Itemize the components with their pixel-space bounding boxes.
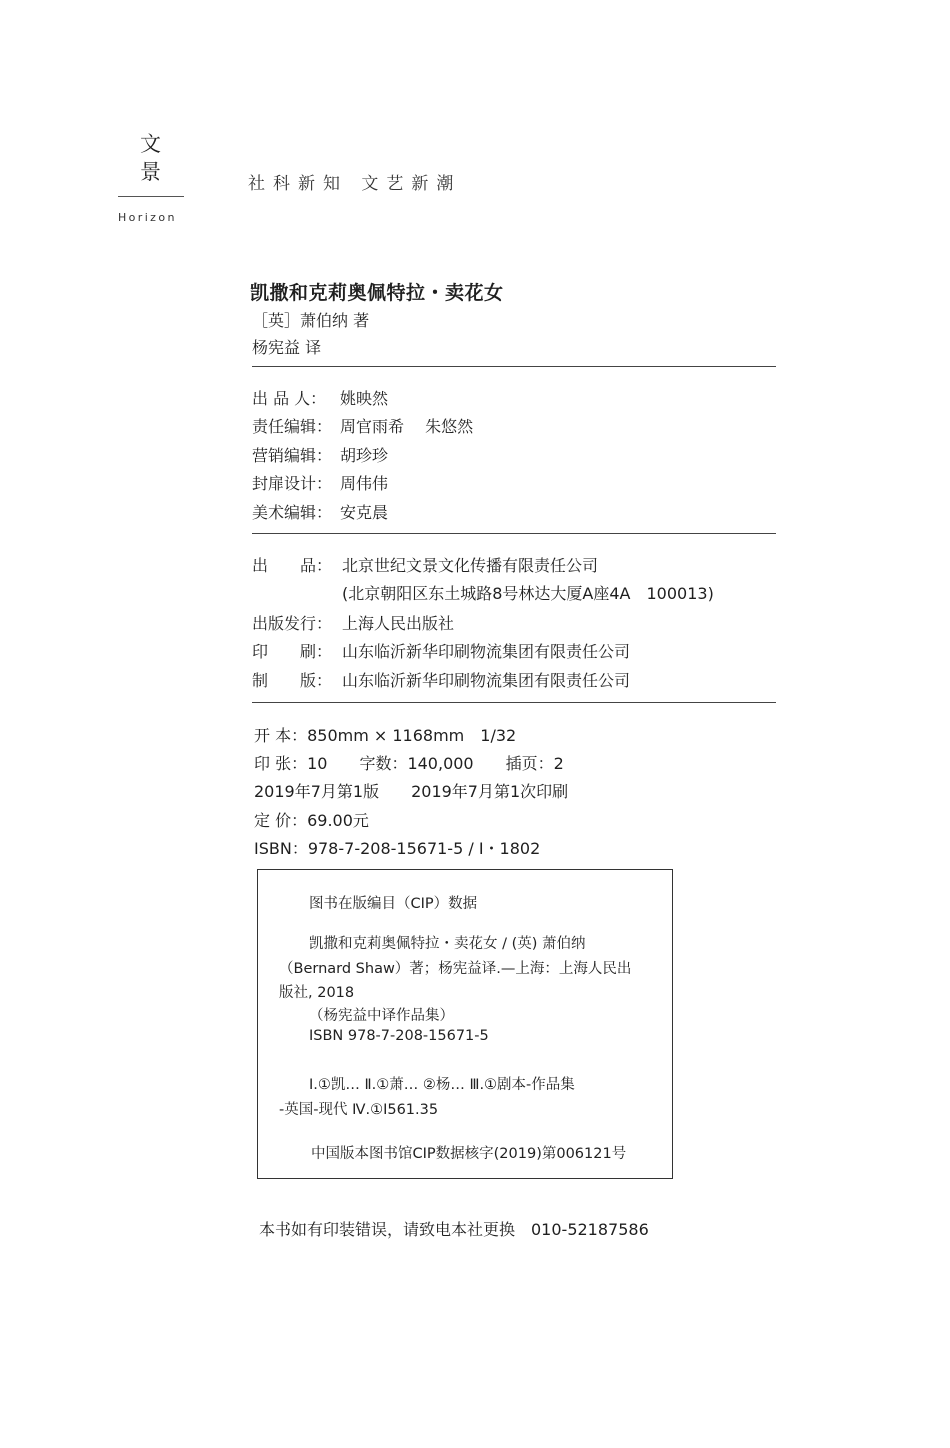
- cip-data-box: [257, 869, 673, 1179]
- credit-value: 胡珍珍: [340, 446, 389, 465]
- producer-value: 北京世纪文景文化传播有限责任公司: [342, 556, 599, 575]
- credit-label: 出 品 人：: [252, 389, 327, 408]
- cip-classification-line-2: -英国-现代 Ⅳ.①I561.35: [279, 1102, 439, 1118]
- cip-heading: 图书在版编目（CIP）数据: [309, 896, 478, 912]
- cip-entry-line-3: 版社, 2018: [279, 985, 355, 1001]
- plate-label: 制 版：: [252, 671, 333, 690]
- spec-price: 定 价：69.00元: [254, 811, 369, 830]
- printer-row: [252, 639, 630, 662]
- credit-label: 封扉设计：: [252, 474, 333, 493]
- logo-english: Horizon: [118, 211, 177, 224]
- credit-label: 美术编辑：: [252, 503, 333, 522]
- cip-isbn: ISBN 978-7-208-15671-5: [309, 1028, 489, 1044]
- credit-label: 营销编辑：: [252, 446, 333, 465]
- printer-label: 印 刷：: [252, 642, 333, 661]
- logo-divider: [118, 196, 184, 197]
- credit-value: 安克晨: [340, 503, 389, 522]
- credit-editor: [252, 414, 473, 437]
- divider-3: [252, 702, 776, 703]
- imprint-tagline: 社科新知 文艺新潮: [248, 174, 462, 194]
- spec-edition: 2019年7月第1版 2019年7月第1次印刷: [254, 782, 569, 801]
- distributor-label: 出版发行：: [252, 614, 333, 633]
- producer-address: (北京朝阳区东土城路8号林达大厦A座4A 100013): [342, 584, 714, 603]
- cip-record-number: 中国版本图书馆CIP数据核字(2019)第006121号: [311, 1146, 627, 1162]
- misprint-notice: 本书如有印装错误，请致电本社更换 010-52187586: [259, 1220, 649, 1239]
- distributor-value: 上海人民出版社: [342, 614, 455, 633]
- book-title: 凯撒和克莉奥佩特拉・卖花女: [250, 282, 504, 304]
- credit-producer-person: [252, 386, 388, 409]
- cip-series: （杨宪益中译作品集）: [309, 1008, 454, 1024]
- cip-entry-line-1: 凯撒和克莉奥佩特拉・卖花女 / (英) 萧伯纳: [309, 936, 586, 952]
- spec-format: 开 本：850mm × 1168mm 1/32: [254, 726, 517, 745]
- spec-sheets: 印 张：10 字数：140,000 插页：2: [254, 754, 564, 773]
- cip-entry-line-2: （Bernard Shaw）著；杨宪益译.—上海：上海人民出: [279, 961, 632, 977]
- plate-value: 山东临沂新华印刷物流集团有限责任公司: [342, 671, 631, 690]
- author-line: ［英］萧伯纳 著: [252, 311, 370, 330]
- credit-marketing: [252, 443, 388, 466]
- credit-value: 周官雨希 朱悠然: [340, 417, 474, 436]
- divider-1: [252, 366, 776, 367]
- translator-line: 杨宪益 译: [252, 338, 322, 357]
- credit-art-editor: [252, 500, 388, 523]
- credit-value: 姚映然: [340, 389, 389, 408]
- plate-row: [252, 668, 630, 691]
- producer-row: [252, 553, 598, 576]
- producer-label: 出 品：: [252, 556, 333, 575]
- spec-isbn: ISBN：978-7-208-15671-5 / I・1802: [254, 839, 541, 858]
- distributor-row: [252, 611, 454, 634]
- printer-value: 山东临沂新华印刷物流集团有限责任公司: [342, 642, 631, 661]
- credit-cover-design: [252, 471, 388, 494]
- cip-classification-line-1: Ⅰ.①凯… Ⅱ.①萧… ②杨… Ⅲ.①剧本-作品集: [309, 1077, 575, 1093]
- credit-label: 责任编辑：: [252, 417, 333, 436]
- credit-value: 周伟伟: [340, 474, 389, 493]
- divider-2: [252, 533, 776, 534]
- logo-char-jing: 景: [140, 160, 161, 184]
- logo-char-wen: 文: [140, 132, 161, 156]
